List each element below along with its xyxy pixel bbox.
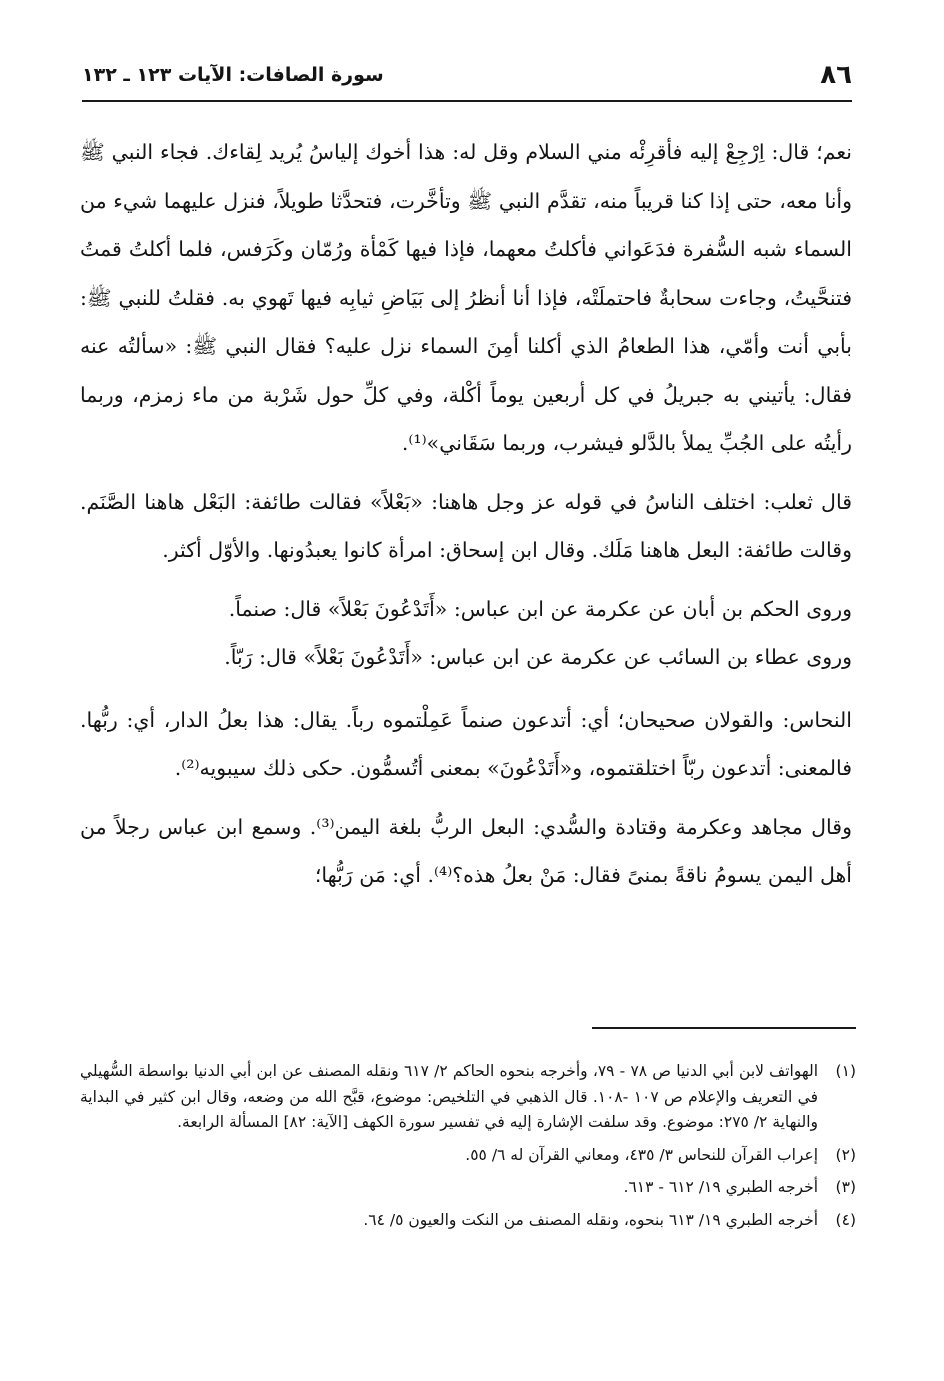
footnote-text: أخرجه الطبري ١٩/ ٦١٢ - ٦١٣. (623, 1178, 818, 1196)
footnote-number: (٣) (835, 1178, 856, 1196)
running-header (82, 60, 852, 100)
footnote-number: (١) (835, 1062, 856, 1080)
paragraph-nahhas: النحاس: والقولان صحيحان؛ أي: أتدعون صنماً عَمِلْتموه رباً. يقال: هذا بعلُ الدار، أي: ربُّها. فالمعنى: أتدعون ربّاً اختلقتموه، و«أَتَدْعُونَ» بمعنى أتُسمُّون. حكى ذلك سيبويه⁽²⁾. (80, 707, 852, 780)
footnote-number: (٤) (835, 1210, 856, 1229)
header-divider (82, 100, 852, 102)
footnote-4 (80, 1208, 856, 1234)
footnote-text: الهواتف لابن أبي الدنيا ص ٧٨ - ٧٩، وأخرجه بنحوه الحاكم ٢/ ٦١٧ ونقله المصنف عن ابن أبي الدنيا بواسطة السُّهيلي في التعريف والإعلام ص ١٠٧ -١٠٨. قال الذهبي في التلخيص: موضوع، قبَّح الله من وضعه، وقال ابن كثير في البداية والنهاية ٢/ ٢٧٥: موضوع. وقد سلفت الإشارة إليه في تفسير سورة الكهف [الآية: ٨٢] المسألة الرابعة. (80, 1062, 819, 1131)
footnote-2 (80, 1143, 856, 1169)
paragraph-hakam-riwaya: وروى الحكم بن أبان عن عكرمة عن ابن عباس: «أَتَدْعُونَ بَعْلاً» قال: صنماً. (228, 596, 852, 621)
footnote-text: أخرجه الطبري ١٩/ ٦١٣ بنحوه، ونقله المصنف من النكت والعيون ٥/ ٦٤. (363, 1210, 818, 1229)
footnote-number: (٢) (835, 1145, 856, 1164)
paragraph-ata-riwaya: وروى عطاء بن السائب عن عكرمة عن ابن عباس: «أَتَدْعُونَ بَعْلاً» قال: رَبّاً. (224, 645, 852, 669)
footnotes (80, 1059, 856, 1240)
footnote-text: إعراب القرآن للنحاس ٣/ ٤٣٥، ومعاني القرآن له ٦/ ٥٥. (465, 1145, 818, 1164)
running-header-title: سورة الصافات: الآيات ١٢٣ ـ ١٣٢ (82, 64, 384, 86)
paragraph-thalab: قال ثعلب: اختلف الناسُ في قوله عز وجل هاهنا: «بَعْلاً» فقالت طائفة: البَعْل هاهنا الصَّنَم. وقالت طائفة: البعل هاهنا مَلَك. وقال ابن إسحاق: امرأة كانوا يعبدُونها. والأوّل أكثر. (80, 489, 852, 562)
footnote-3 (80, 1175, 856, 1201)
footnote-1 (80, 1059, 856, 1136)
main-text (80, 128, 852, 900)
footnote-divider (592, 1027, 856, 1029)
paragraph-hadith-ilyas: نعم؛ قال: اِرْجِعْ إليه فأقرِئْه مني السلام وقل له: هذا أخوك إلياسُ يُريد لِقاءك. فجاء النبي ﷺ وأنا معه، حتى إذا كنا قريباً منه، تقدَّم النبي ﷺ وتأخَّرت، فتحدَّثا طويلاً، فنزل عليهما شيء من السماء شبه السُّفرة فدَعَواني فأكلتُ معهما، فإذا فيها كَمْأة ورُمّان وكَرَفس، فلما أكلتُ قمتُ فتنحَّيتُ، وجاءت سحابةٌ فاحتملَتْه، فإذا أنا أنظرُ إلى بَيَاضِ ثيابِه فيها تَهوي به. فقلتُ للنبي ﷺ: بأبي أنت وأمّي، هذا الطعامُ الذي أكلنا أمِنَ السماء نزل عليه؟ فقال النبي ﷺ: «سألتُه عنه فقال: يأتيني به جبريلُ في كل أربعين يوماً أكْلة، وفي كلِّ حول شَرْبة من ماء زمزم، وربما رأيتُه على الجُبِّ يملأ بالدَّلو فيشرب، وربما سَقَاني»⁽¹⁾. (80, 140, 852, 455)
paragraph-mujahid: وقال مجاهد وعكرمة وقتادة والسُّدي: البعل الربُّ بلغة اليمن⁽³⁾. وسمع ابن عباس رجلاً من أهل اليمن يسومُ ناقةً بمنىً فقال: مَنْ بعلُ هذه؟⁽⁴⁾. أي: مَن رَبُّها؛ (80, 814, 852, 887)
page-number: ٨٦ (820, 60, 852, 90)
